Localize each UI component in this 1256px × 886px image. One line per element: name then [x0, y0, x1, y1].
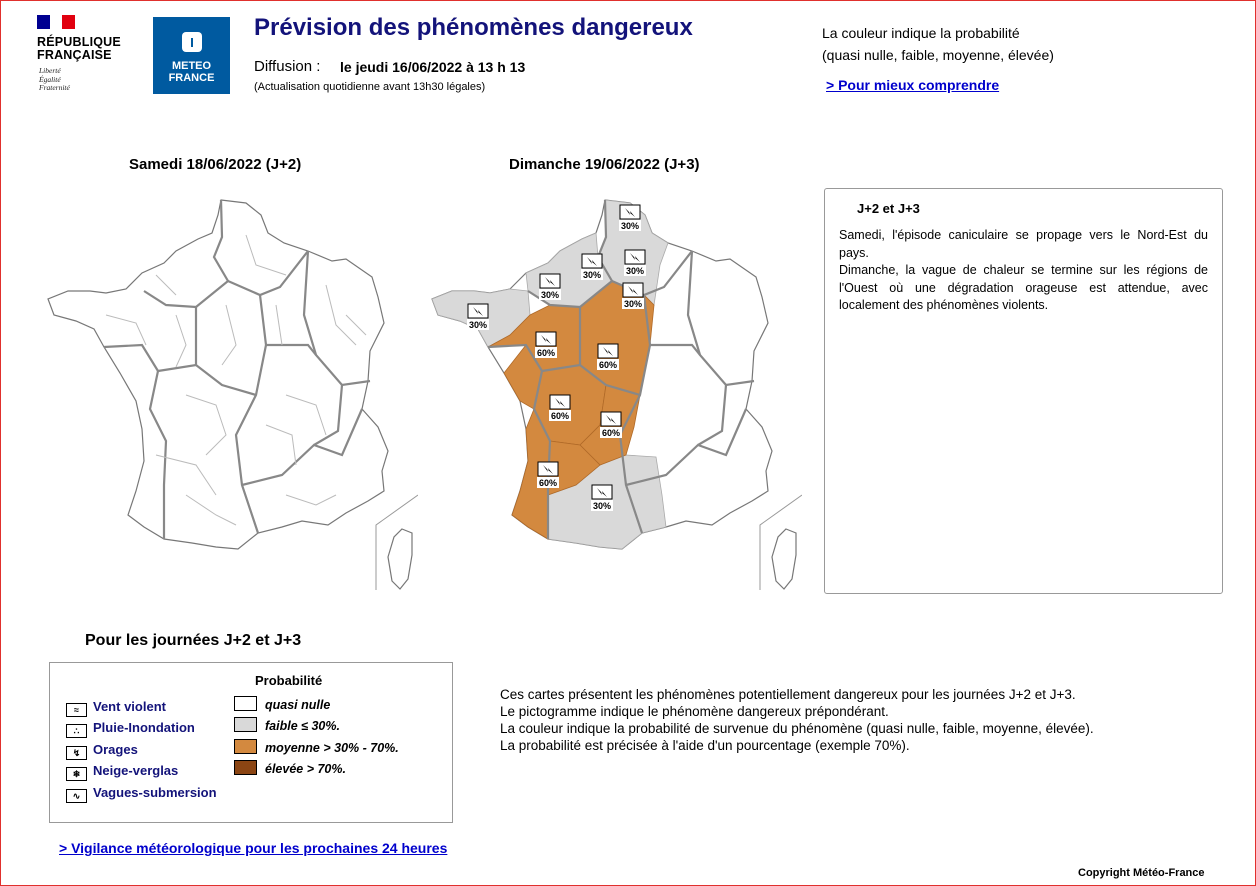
page-title: Prévision des phénomènes dangereux	[254, 14, 693, 41]
explanation-line4: La probabilité est précisée à l'aide d'un pourcentage (exemple 70%).	[500, 738, 910, 753]
legend-phenomenon-vent: ≈ Vent violent	[66, 699, 166, 717]
meteo-france-logo	[153, 17, 230, 94]
actualisation-note: (Actualisation quotidienne avant 13h30 légales)	[254, 81, 486, 93]
legend-title: Pour les journées J+2 et J+3	[85, 632, 302, 649]
republique-motto: Liberté Égalité Fraternité	[39, 66, 70, 92]
lightning-icon	[468, 304, 488, 318]
map2-corsica	[772, 529, 796, 589]
legend-phenomenon-pluie: ∴ Pluie-Inondation	[66, 720, 195, 738]
legend-prob-moyenne: moyenne > 30% - 70%.	[234, 739, 399, 755]
wave-icon: ∿	[66, 789, 87, 803]
map1-regions	[48, 200, 418, 590]
explanation-line2: Le pictogramme indique le phénomène dangereux prépondérant.	[500, 704, 889, 719]
marker-probability-label: 60%	[598, 360, 618, 370]
swatch-elevee	[234, 760, 257, 775]
logo-text-france: FRANCE	[168, 72, 215, 84]
couleur-info-line2: (quasi nulle, faible, moyenne, élevée)	[822, 47, 1054, 63]
legend-phenomenon-neige: ❄ Neige-verglas	[66, 763, 178, 781]
map2-marker-orages	[535, 332, 557, 358]
republique-francaise-logo: RÉPUBLIQUE FRANÇAISE	[37, 35, 121, 62]
france-map-day1	[46, 195, 418, 595]
map2-marker-orages	[537, 462, 559, 488]
lightning-icon	[601, 412, 621, 426]
legend-prob-faible: faible ≤ 30%.	[234, 717, 340, 733]
swatch-moyenne	[234, 739, 257, 754]
map1-france-outline	[48, 200, 388, 549]
lightning-icon: ↯	[66, 746, 87, 760]
comment-para1: Samedi, l'épisode caniculaire se propage vers le Nord-Est du pays.	[839, 228, 1208, 260]
marker-probability-label: 60%	[536, 348, 556, 358]
copyright: Copyright Météo-France	[1078, 867, 1205, 879]
legend-box	[49, 662, 453, 823]
map2-marker-orages	[591, 485, 613, 511]
comment-title: J+2 et J+3	[857, 201, 920, 216]
marker-probability-label: 60%	[538, 478, 558, 488]
map1-corsica	[388, 529, 412, 589]
diffusion-date: le jeudi 16/06/2022 à 13 h 13	[340, 59, 526, 75]
map2-marker-orages	[600, 412, 622, 438]
lightning-icon	[550, 395, 570, 409]
rain-icon: ∴	[66, 724, 87, 738]
marker-probability-label: 30%	[468, 320, 488, 330]
lightning-icon	[620, 205, 640, 219]
map-title-day2: Dimanche 19/06/2022 (J+3)	[509, 156, 700, 173]
comment-box	[824, 188, 1223, 594]
map2-marker-orages	[581, 254, 603, 280]
lightning-icon	[582, 254, 602, 268]
logo-text-meteo: METEO	[171, 60, 212, 72]
explanation-line1: Ces cartes présentent les phénomènes potentiellement dangereux pour les journées J+2 et J+3.	[500, 687, 1076, 702]
marker-probability-label: 30%	[625, 266, 645, 276]
lightning-icon	[592, 485, 612, 499]
snow-icon: ❄	[66, 767, 87, 781]
diffusion-label: Diffusion :	[254, 58, 321, 75]
france-map-day2	[430, 195, 802, 595]
comment-text	[839, 227, 1208, 315]
legend-prob-elevee: élevée > 70%.	[234, 760, 346, 776]
legend-phenomenon-orages: ↯ Orages	[66, 742, 138, 760]
wind-icon: ≈	[66, 703, 87, 717]
marker-probability-label: 30%	[620, 221, 640, 231]
swatch-faible	[234, 717, 257, 732]
explanation-text	[500, 686, 1156, 754]
map2-marker-orages	[539, 274, 561, 300]
map2-marker-orages	[619, 205, 641, 231]
legend-phenomenon-vagues: ∿ Vagues-submersion	[66, 785, 217, 803]
map2-marker-orages	[622, 283, 644, 309]
marker-probability-label: 60%	[550, 411, 570, 421]
marker-probability-label: 30%	[540, 290, 560, 300]
lightning-icon	[536, 332, 556, 346]
lightning-icon	[598, 344, 618, 358]
french-flag-icon	[37, 15, 75, 29]
marker-probability-label: 30%	[623, 299, 643, 309]
lightning-icon	[623, 283, 643, 297]
marker-probability-label: 30%	[592, 501, 612, 511]
lightning-icon	[625, 250, 645, 264]
marker-probability-label: 30%	[582, 270, 602, 280]
marker-probability-label: 60%	[601, 428, 621, 438]
map2-marker-orages	[597, 344, 619, 370]
mieux-comprendre-link[interactable]: > Pour mieux comprendre	[826, 77, 1000, 93]
map-title-day1: Samedi 18/06/2022 (J+2)	[129, 156, 302, 173]
map2-marker-orages	[549, 395, 571, 421]
lightning-icon	[540, 274, 560, 288]
explanation-line3: La couleur indique la probabilité de survenue du phénomène (quasi nulle, faible, moyenne, élevée).	[500, 721, 1094, 736]
probability-title: Probabilité	[255, 673, 323, 688]
meteo-france-emblem-icon	[179, 29, 205, 55]
map2-marker-orages	[624, 250, 646, 276]
swatch-quasi-nulle	[234, 696, 257, 711]
couleur-info-line1: La couleur indique la probabilité	[822, 25, 1020, 41]
map2-marker-orages	[467, 304, 489, 330]
lightning-icon	[538, 462, 558, 476]
comment-para2: Dimanche, la vague de chaleur se termine sur les régions de l'Ouest où une dégradation orageuse est attendue, avec localement des phénomènes violents.	[839, 263, 1208, 312]
vigilance-link[interactable]: > Vigilance météorologique pour les prochaines 24 heures	[59, 840, 448, 856]
legend-prob-quasi-nulle: quasi nulle	[234, 696, 330, 712]
